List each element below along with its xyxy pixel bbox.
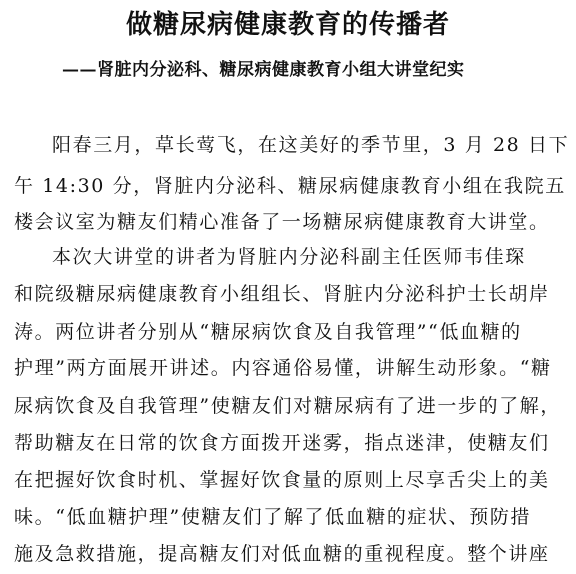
paragraph-1-line-3: 楼会议室为糖友们精心准备了一场糖尿病健康教育大讲堂。 [14,211,550,233]
paragraph-2-line-5: 尿病饮食及自我管理”使糖友们对糖尿病有了进一步的了解， [14,395,561,417]
document-subtitle: ——肾脏内分泌科、糖尿病健康教育小组大讲堂纪实 [62,60,465,80]
paragraph-2-line-3: 涛。两位讲者分别从“糖尿病饮食及自我管理”“低血糖的 [14,321,522,343]
paragraph-2-line-8: 味。“低血糖护理”使糖友们了解了低血糖的症状、预防措 [14,506,532,528]
paragraph-2-line-6: 帮助糖友在日常的饮食方面拨开迷雾，指点迷津，使糖友们 [14,432,550,454]
paragraph-2-line-1: 本次大讲堂的讲者为肾脏内分泌科副主任医师韦佳琛 [52,246,526,268]
paragraph-2-line-9: 施及急救措施，提高糖友们对低血糖的重视程度。整个讲座 [14,543,550,565]
paragraph-2-line-2: 和院级糖尿病健康教育小组组长、肾脏内分泌科护士长胡岸 [14,283,550,305]
paragraph-1-line-2: 午 14:30 分，肾脏内分泌科、糖尿病健康教育小组在我院五 [14,175,566,197]
paragraph-2-line-7: 在把握好饮食时机、掌握好饮食量的原则上尽享舌尖上的美 [14,469,550,491]
paragraph-1-line-1: 阳春三月，草长莺飞，在这美好的季节里，3 月 28 日下 [52,134,570,156]
paragraph-2-line-4: 护理”两方面展开讲述。内容通俗易懂，讲解生动形象。“糖 [14,357,552,379]
document-title: 做糖尿病健康教育的传播者 [125,10,450,40]
